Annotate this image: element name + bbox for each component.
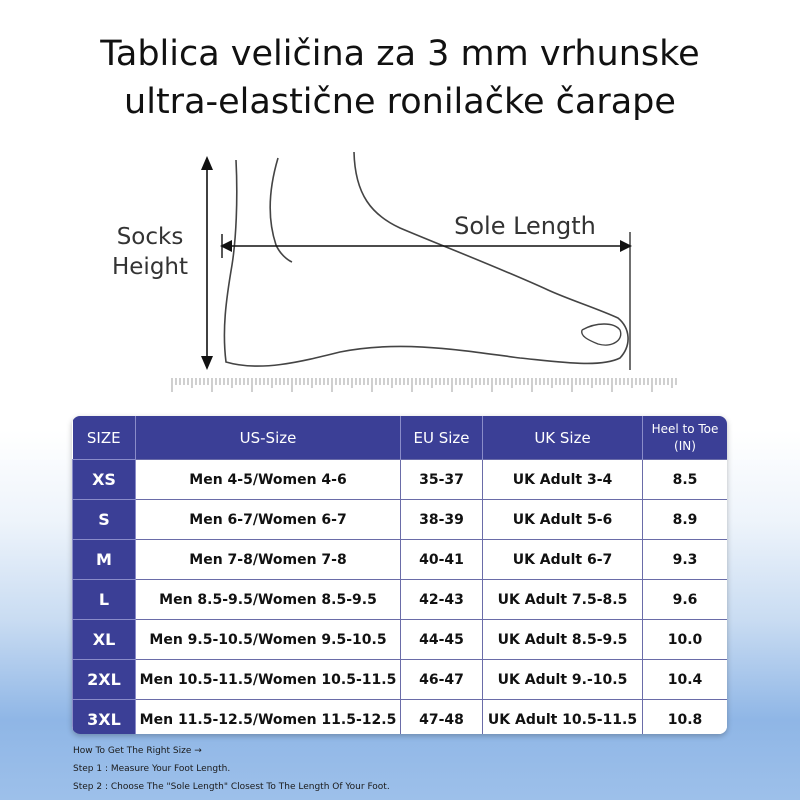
- us-size-cell: Men 10.5-11.5/Women 10.5-11.5: [136, 660, 401, 700]
- header-heel-to-toe-line-1: Heel to Toe: [651, 421, 719, 436]
- heel-to-toe-cell: 8.9: [643, 500, 728, 540]
- page-title: [0, 30, 800, 126]
- size-cell: 3XL: [73, 700, 136, 735]
- eu-size-cell: 40-41: [401, 540, 483, 580]
- socks-height-label: [95, 222, 205, 282]
- uk-size-cell: UK Adult 8.5-9.5: [483, 620, 643, 660]
- header-heel-to-toe-line-2: (IN): [674, 438, 696, 453]
- eu-size-cell: 42-43: [401, 580, 483, 620]
- size-cell: XL: [73, 620, 136, 660]
- table-header-row: [73, 416, 728, 460]
- heel-to-toe-cell: 9.6: [643, 580, 728, 620]
- height-arrow-bottom: [201, 356, 213, 370]
- header-uk-size: UK Size: [483, 416, 643, 460]
- us-size-cell: Men 7-8/Women 7-8: [136, 540, 401, 580]
- foot-outline: [224, 152, 628, 366]
- heel-to-toe-cell: 10.0: [643, 620, 728, 660]
- height-arrow-top: [201, 156, 213, 170]
- us-size-cell: Men 4-5/Women 4-6: [136, 460, 401, 500]
- table-row: [73, 700, 728, 735]
- heel-to-toe-cell: 10.8: [643, 700, 728, 735]
- title-line-1: Tablica veličina za 3 mm vrhunske: [100, 34, 700, 74]
- size-cell: 2XL: [73, 660, 136, 700]
- uk-size-cell: UK Adult 5-6: [483, 500, 643, 540]
- sole-length-label: Sole Length: [454, 212, 596, 240]
- table-row: [73, 540, 728, 580]
- eu-size-cell: 46-47: [401, 660, 483, 700]
- uk-size-cell: UK Adult 3-4: [483, 460, 643, 500]
- us-size-cell: Men 9.5-10.5/Women 9.5-10.5: [136, 620, 401, 660]
- instructions-step-2: Step 2 : Choose The "Sole Length" Closest To The Length Of Your Foot.: [73, 782, 390, 792]
- socks-height-label-line-2: Height: [111, 254, 189, 280]
- size-instructions: [73, 742, 390, 796]
- header-heel-to-toe: [643, 416, 728, 460]
- table-row: [73, 580, 728, 620]
- us-size-cell: Men 8.5-9.5/Women 8.5-9.5: [136, 580, 401, 620]
- size-cell: M: [73, 540, 136, 580]
- us-size-cell: Men 6-7/Women 6-7: [136, 500, 401, 540]
- table-row: [73, 500, 728, 540]
- ruler: [172, 378, 676, 392]
- socks-height-label-line-1: Socks: [116, 224, 184, 250]
- eu-size-cell: 38-39: [401, 500, 483, 540]
- heel-to-toe-cell: 9.3: [643, 540, 728, 580]
- header-size: SIZE: [73, 416, 136, 460]
- size-table: [72, 416, 727, 734]
- table-row: [73, 460, 728, 500]
- instructions-step-1: Step 1 : Measure Your Foot Length.: [73, 764, 231, 774]
- us-size-cell: Men 11.5-12.5/Women 11.5-12.5: [136, 700, 401, 735]
- uk-size-cell: UK Adult 7.5-8.5: [483, 580, 643, 620]
- size-cell: XS: [73, 460, 136, 500]
- uk-size-cell: UK Adult 9.-10.5: [483, 660, 643, 700]
- heel-to-toe-cell: 8.5: [643, 460, 728, 500]
- instructions-heading: How To Get The Right Size →: [73, 746, 202, 756]
- title-line-2: ultra-elastične ronilačke čarape: [124, 82, 676, 122]
- toe-line: [582, 324, 621, 345]
- eu-size-cell: 44-45: [401, 620, 483, 660]
- uk-size-cell: UK Adult 10.5-11.5: [483, 700, 643, 735]
- size-cell: S: [73, 500, 136, 540]
- size-cell: L: [73, 580, 136, 620]
- header-eu-size: EU Size: [401, 416, 483, 460]
- uk-size-cell: UK Adult 6-7: [483, 540, 643, 580]
- heel-to-toe-cell: 10.4: [643, 660, 728, 700]
- eu-size-cell: 35-37: [401, 460, 483, 500]
- table-row: [73, 660, 728, 700]
- header-us-size: US-Size: [136, 416, 401, 460]
- eu-size-cell: 47-48: [401, 700, 483, 735]
- table-row: [73, 620, 728, 660]
